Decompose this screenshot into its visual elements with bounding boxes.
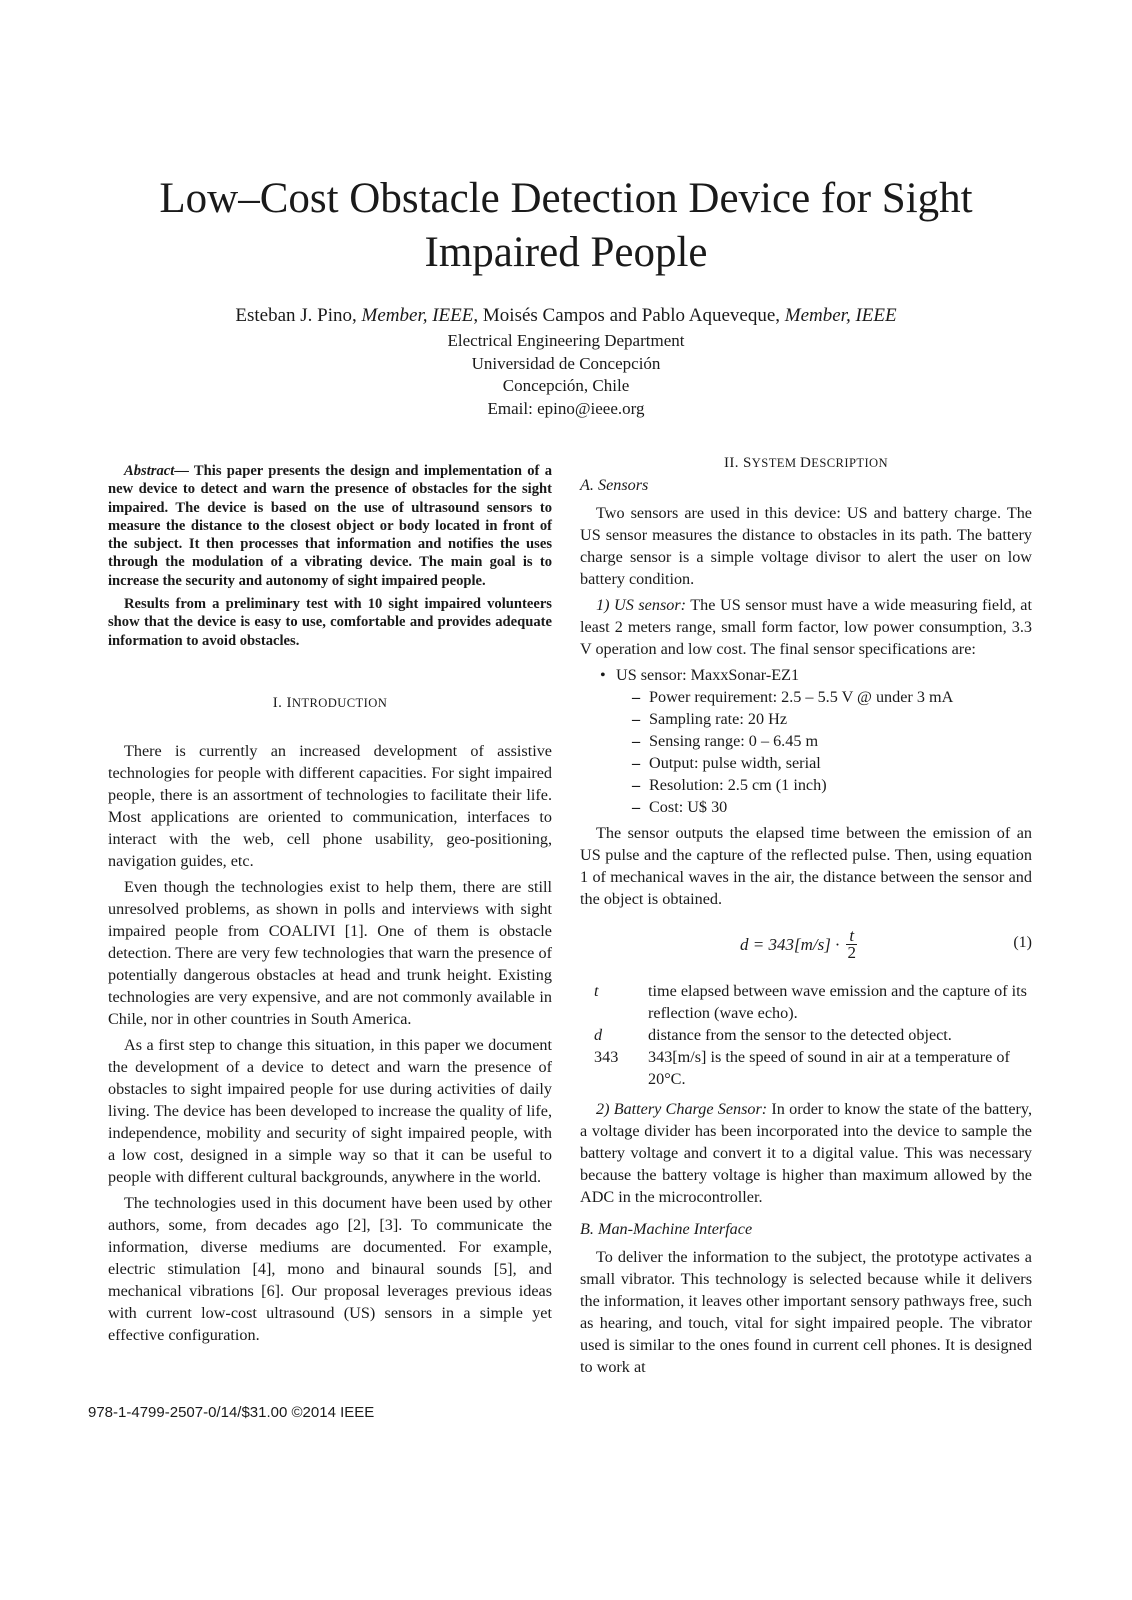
- table-row: [580, 1024, 1032, 1046]
- section-initial: I: [286, 694, 292, 711]
- section-rest: YSTEM: [751, 456, 801, 470]
- equation-1: [580, 914, 1032, 978]
- sensor-model: US sensor: MaxxSonar-EZ1: [616, 666, 800, 684]
- fraction-numerator: t: [846, 928, 857, 945]
- author-line: [100, 304, 1032, 327]
- definition-symbol: 343: [594, 1048, 619, 1066]
- author-1: Esteban J. Pino,: [235, 305, 362, 326]
- list-item: – Cost: U$ 30: [649, 796, 1032, 818]
- list-item: – Resolution: 2.5 cm (1 inch): [649, 774, 1032, 796]
- equation-definitions: [580, 980, 1032, 1090]
- affiliation: [100, 330, 1032, 420]
- section-initial: S: [743, 455, 752, 471]
- battery-sensor-paragraph: [580, 1098, 1032, 1208]
- email: Email: epino@ieee.org: [487, 398, 645, 418]
- abstract-label: Abstract: [124, 463, 175, 479]
- definition-text: distance from the sensor to the detected object.: [648, 1026, 952, 1044]
- author-2-3: , Moisés Campos and Pablo Aqueveque,: [473, 305, 785, 326]
- list-item: – Sampling rate: 20 Hz: [649, 708, 1032, 730]
- equation-lhs: d = 343[m/s] ·: [740, 934, 840, 954]
- university: Universidad de Concepción: [471, 353, 661, 373]
- table-row: [580, 1046, 1032, 1090]
- intro-paragraph-4: The technologies used in this document have been used by other authors, some, from decades ago [2], [3]. To communicate the information, diverse mediums are documented. For example, electric stimulation [4], mono and binaural sounds [5], and mechanical vibrations [6]. Our proposal leverages previous ideas with current low-cost ultrasound (US) sensors in a simple yet effective configuration.: [108, 1193, 552, 1344]
- definition-text: time elapsed between wave emission and the capture of its reflection (wave echo).: [648, 982, 1027, 1022]
- list-item: – Output: pulse width, serial: [649, 752, 1032, 774]
- subsection-sensors: A. Sensors: [580, 476, 649, 494]
- author-3-role: Member, IEEE: [784, 305, 897, 326]
- definition-symbol: t: [594, 982, 599, 1000]
- subsection-man-machine: B. Man-Machine Interface: [580, 1220, 753, 1238]
- abstract-p1: [108, 462, 552, 590]
- battery-sensor-text: In order to know the state of the battery, a voltage divider has been incorporated into the device to sample the battery voltage and convert it to a digital value. This was necessary because the battery voltage is higher than maximum allowed by the ADC in the microcontroller.: [580, 1100, 1032, 1206]
- section-heading-introduction: [108, 692, 552, 714]
- equation-body: [740, 928, 857, 961]
- location: Concepción, Chile: [502, 376, 630, 395]
- section-initial-2: D: [800, 455, 812, 471]
- abstract-p2: Results from a preliminary test with 10 sight impaired volunteers show that the device is easy to use, comfortable and provides adequate information to avoid obstacles.: [108, 596, 552, 649]
- equation-fraction: [846, 928, 857, 961]
- paper-title: Low–Cost Obstacle Detection Device for Sight Impaired People: [159, 175, 973, 276]
- sensor-spec-list: [580, 664, 1032, 818]
- system-paragraph-2: The sensor outputs the elapsed time between the emission of an US pulse and the capture of the reflected pulse. Then, using equation 1 of mechanical waves in the air, the distance between the sensor and the object is obtained.: [580, 824, 1032, 908]
- definition-symbol: d: [594, 1026, 603, 1044]
- fraction-denominator: 2: [847, 943, 856, 962]
- section-heading-system: [580, 452, 1032, 474]
- copyright-footer: 978-1-4799-2507-0/14/$31.00 ©2014 IEEE: [88, 1404, 375, 1421]
- left-column: [108, 462, 552, 1350]
- section-number: II.: [723, 455, 744, 471]
- spec-sublist: [616, 686, 1032, 818]
- system-paragraph-1: Two sensors are used in this device: US and battery charge. The US sensor measures the distance to obstacles in its path. The battery charge sensor is a simple voltage divisor to alert the user on low battery condition.: [580, 504, 1032, 588]
- abstract: [108, 462, 552, 650]
- right-column: [580, 455, 1032, 1382]
- author-1-role: Member, IEEE: [361, 305, 474, 326]
- section-number: I.: [272, 694, 287, 711]
- department: Electrical Engineering Department: [447, 331, 685, 350]
- table-row: [580, 980, 1032, 1024]
- list-item: [616, 664, 1032, 818]
- system-paragraph-3: To deliver the information to the subject, the prototype activates a small vibrator. This technology is selected because while it delivers the information, it leaves other important sensory pathways free, such as hearing, and touch, vital for sight impaired people. The vibrator used is similar to the ones found in current cell phones. It is designed to work at: [580, 1248, 1032, 1376]
- us-sensor-label: 1) US sensor:: [596, 596, 687, 614]
- us-sensor-text: The US sensor must have a wide measuring field, at least 2 meters range, small form factor, low power consumption, 3.3 V operation and low cost. The final sensor specifications are:: [580, 596, 1032, 658]
- section-rest-2: ESCRIPTION: [811, 456, 889, 470]
- section-rest: NTRODUCTION: [291, 695, 388, 710]
- definition-text: 343[m/s] is the speed of sound in air at a temperature of 20°C.: [648, 1048, 1010, 1088]
- list-item: – Power requirement: 2.5 – 5.5 V @ under 3 mA: [649, 686, 1032, 708]
- intro-paragraph-3: As a first step to change this situation, in this paper we document the development of a device to detect and warn the presence of obstacles to sight impaired people for use during activities of daily living. The device has been developed to increase the quality of life, independence, mobility and security of sight impaired people, with a low cost, designed in a simple way so that it can be useful to people with different cultural backgrounds, anywhere in the world.: [108, 1035, 552, 1186]
- intro-paragraph-2: Even though the technologies exist to help them, there are still unresolved problems, as shown in polls and interviews with sight impaired people from COALIVI [1]. One of them is obstacle detection. There are very few technologies that warn the presence of potentially dangerous obstacles at head and trunk height. Existing technologies are very expensive, and are not commonly available in Chile, nor in other countries in South America.: [108, 877, 552, 1028]
- abstract-text-1: — This paper presents the design and implementation of a new device to detect and warn the presence of obstacles for the sight impaired. The device is based on the use of ultrasound sensors to measure the distance to the closest object or body located in front of the subject. It then processes that information and notifies the uses through the modulation of a vibrating device. The main goal is to increase the security and autonomy of sight impaired people.: [108, 463, 552, 589]
- intro-paragraph-1: There is currently an increased development of assistive technologies for people with different capacities. For sight impaired people, there is an assortment of technologies to facilitate their life. Most applications are oriented to communication, interfaces to interact with the web, cell phone usability, geo-positioning, navigation guides, etc.: [108, 741, 552, 870]
- us-sensor-paragraph: [580, 594, 1032, 660]
- battery-sensor-label: 2) Battery Charge Sensor:: [596, 1100, 768, 1118]
- list-item: – Sensing range: 0 – 6.45 m: [649, 730, 1032, 752]
- equation-number: (1): [1013, 934, 1032, 951]
